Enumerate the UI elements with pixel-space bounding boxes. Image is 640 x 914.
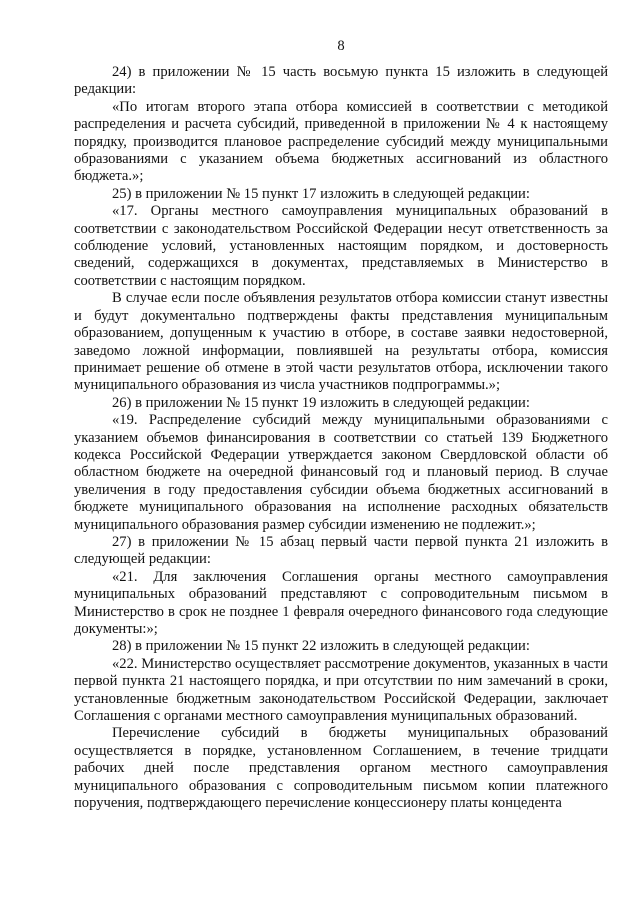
paragraph-clause-22-part-2: Перечисление субсидий в бюджеты муниципальных образований осуществляется в порядке, установленном Соглашением, в течение тридцати рабочих дней после представления органом местного самоуправления муниципального образования с сопроводительным письмом копии платежного поручения, подтверждающего перечисление концессионеру платы концедента [74,725,608,812]
paragraph-amendment-25: 25) в приложении № 15 пункт 17 изложить в следующей редакции: [112,185,530,202]
paragraph-amendment-26: 26) в приложении № 15 пункт 19 изложить в следующей редакции: [112,394,530,411]
paragraph-clause-17-text: «17. Органы местного самоуправления муниципальных образований в соответствии с законодательством Российской Федерации несут ответственность за соблюдение условий, установленных настоящим порядком, и достоверность сведений, содержащихся в документах, представляемых в Министерство в соответствии с настоящим порядком. [74,203,608,289]
paragraph-clause-22-text: «22. Министерство осуществляет рассмотрение документов, указанных в части первой пункта 21 настоящего порядка, и при отсутствии по ним замечаний в сроки, установленные бюджетным законодательством Российской Федерации, заключает Соглашения с органами местного самоуправления муниципальных образований. [74,655,608,725]
page-number: 8 [337,38,345,54]
paragraph-clause-15-text: «По итогам второго этапа отбора комиссией в соответствии с методикой распределения и расчета субсидий, приведенной в приложении № 4 к настоящему порядку, производится плановое распределение субсидий между муниципальными образованиями с указанием объема бюджетных ассигнований из областного бюджета.»; [74,98,608,185]
paragraph-amendment-24: 24) в приложении № 15 часть восьмую пункта 15 изложить в следующей редакции: [74,64,608,98]
paragraph-clause-17-part-2: В случае если после объявления результатов отбора комиссии станут известны и будут документально подтверждены факты представления муниципальным образованием, допущенным к участию в отборе, в составе заявки недостоверной, заведомо ложной информации, повлиявшей на результаты отбора, комиссия принимает решение об отмене в этой части результатов отбора, исключении такого муниципального образования из числа участников подпрограммы.»; [74,290,608,394]
paragraph-amendment-28: 28) в приложении № 15 пункт 22 изложить в следующей редакции: [112,638,530,655]
document-page [74,38,608,812]
paragraph-clause-21-text: «21. Для заключения Соглашения органы местного самоуправления муниципальных образований представляют с сопроводительным письмом в Министерство в срок не позднее 1 февраля очередного финансового года следующие документы:»; [74,568,608,637]
paragraph-amendment-27: 27) в приложении № 15 абзац первый части первой пункта 21 изложить в следующей редакции: [74,533,608,568]
paragraph-clause-19-text: «19. Распределение субсидий между муниципальными образованиями с указанием объемов финансирования в соответствии со статьей 139 Бюджетного кодекса Российской Федерации утверждается законом Свердловской области об областном бюджете на очередной финансовый год и плановый период. В случае увеличения в году предоставления субсидии объема бюджетных ассигнований в бюджете муниципального образования на исполнение расходных обязательств муниципального образования размер субсидии изменению не подлежит.»; [74,412,608,533]
